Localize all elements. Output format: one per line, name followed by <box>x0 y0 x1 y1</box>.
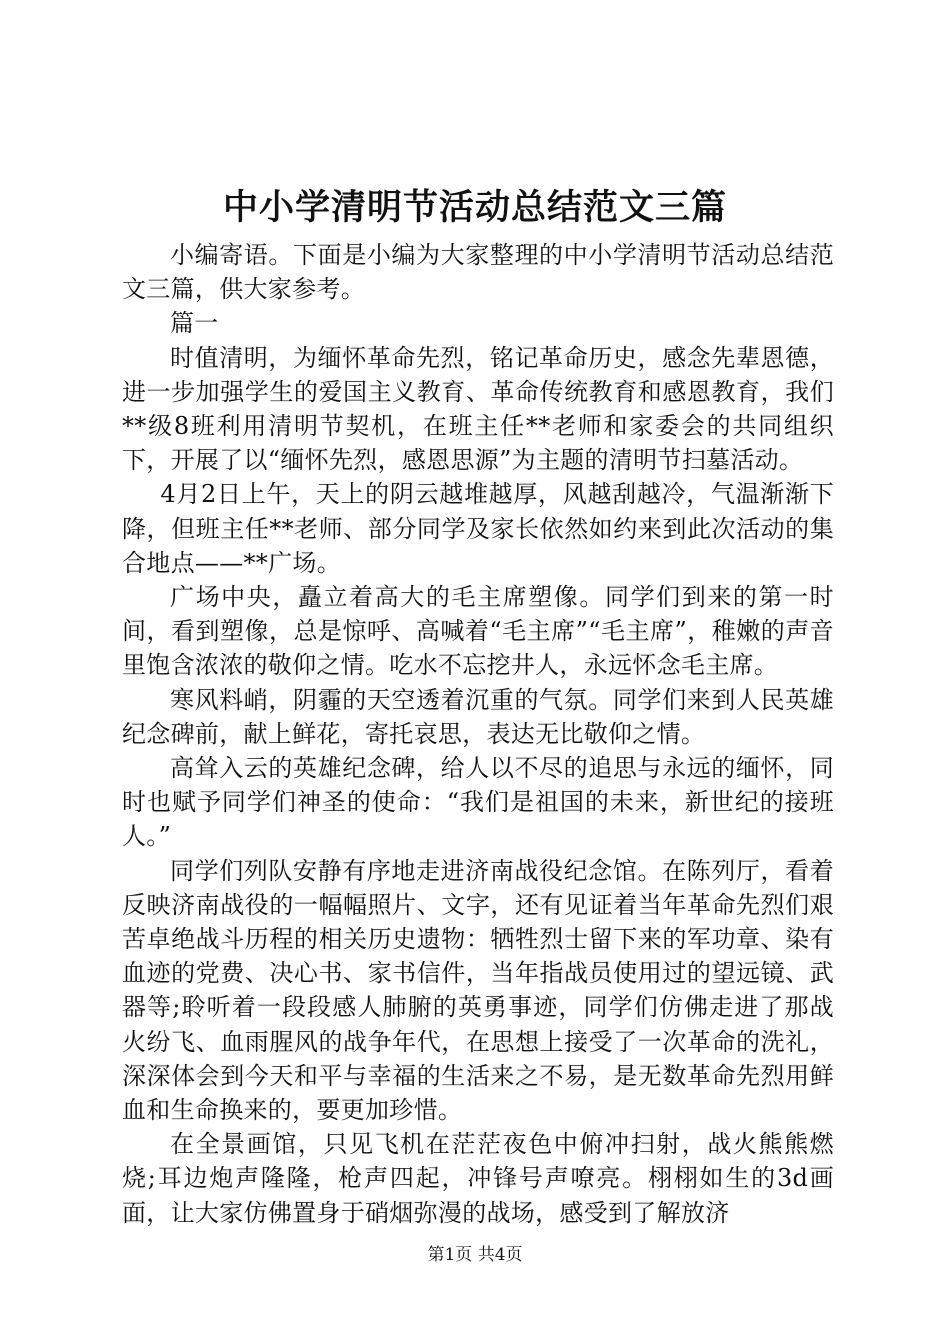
document-title: 中小学清明节活动总结范文三篇 <box>222 187 727 228</box>
document-body <box>122 238 834 1230</box>
section-heading-part-one: 篇一 <box>170 309 219 338</box>
paragraph-intro: 小编寄语。下面是小编为大家整理的中小学清明节活动总结范文三篇，供大家参考。 <box>122 241 834 304</box>
paragraph: 时值清明，为缅怀革命先烈，铭记革命历史，感念先辈恩德，进一步加强学生的爱国主义教育、革命传统教育和感恩教育，我们**级8班利用清明节契机，在班主任**老师和家委会的共同组织下，开展了以“缅怀先烈，感恩思源”为主题的清明节扫墓活动。 <box>122 343 834 475</box>
page-footer: 第1页 共4页 <box>427 1245 523 1265</box>
paragraph: 寒风料峭，阴霾的天空透着沉重的气氛。同学们来到人民英雄纪念碑前，献上鲜花，寄托哀思，表达无比敬仰之情。 <box>122 685 834 748</box>
paragraph: 4月2日上午，天上的阴云越堆越厚，风越刮越冷，气温渐渐下降，但班主任**老师、部分同学及家长依然如约来到此次活动的集合地点——**广场。 <box>122 480 834 577</box>
paragraph: 高耸入云的英雄纪念碑，给人以不尽的追思与永远的缅怀，同时也赋予同学们神圣的使命：“我们是祖国的未来，新世纪的接班人。” <box>122 754 834 851</box>
paragraph: 同学们列队安静有序地走进济南战役纪念馆。在陈列厅，看着反映济南战役的一幅幅照片、文字，还有见证着当年革命先烈们艰苦卓绝战斗历程的相关历史遗物：牺牲烈士留下来的军功章、染有血迹的党费、决心书、家书信件，当年指战员使用过的望远镜、武器等;聆听着一段段感人肺腑的英勇事迹，同学们仿佛走进了那战火纷飞、血雨腥风的战争年代，在思想上接受了一次革命的洗礼，深深体会到今天和平与幸福的生活来之不易，是无数革命先烈用鲜血和生命换来的，要更加珍惜。 <box>122 856 834 1125</box>
paragraph: 广场中央，矗立着高大的毛主席塑像。同学们到来的第一时间，看到塑像，总是惊呼、高喊着“毛主席”“毛主席”，稚嫩的声音里饱含浓浓的敬仰之情。吃水不忘挖井人，永远怀念毛主席。 <box>122 583 834 680</box>
paragraph: 在全景画馆，只见飞机在茫茫夜色中俯冲扫射，战火熊熊燃烧;耳边炮声隆隆，枪声四起，冲锋号声嘹亮。栩栩如生的3d画面，让大家仿佛置身于硝烟弥漫的战场，感受到了解放济 <box>122 1130 834 1227</box>
